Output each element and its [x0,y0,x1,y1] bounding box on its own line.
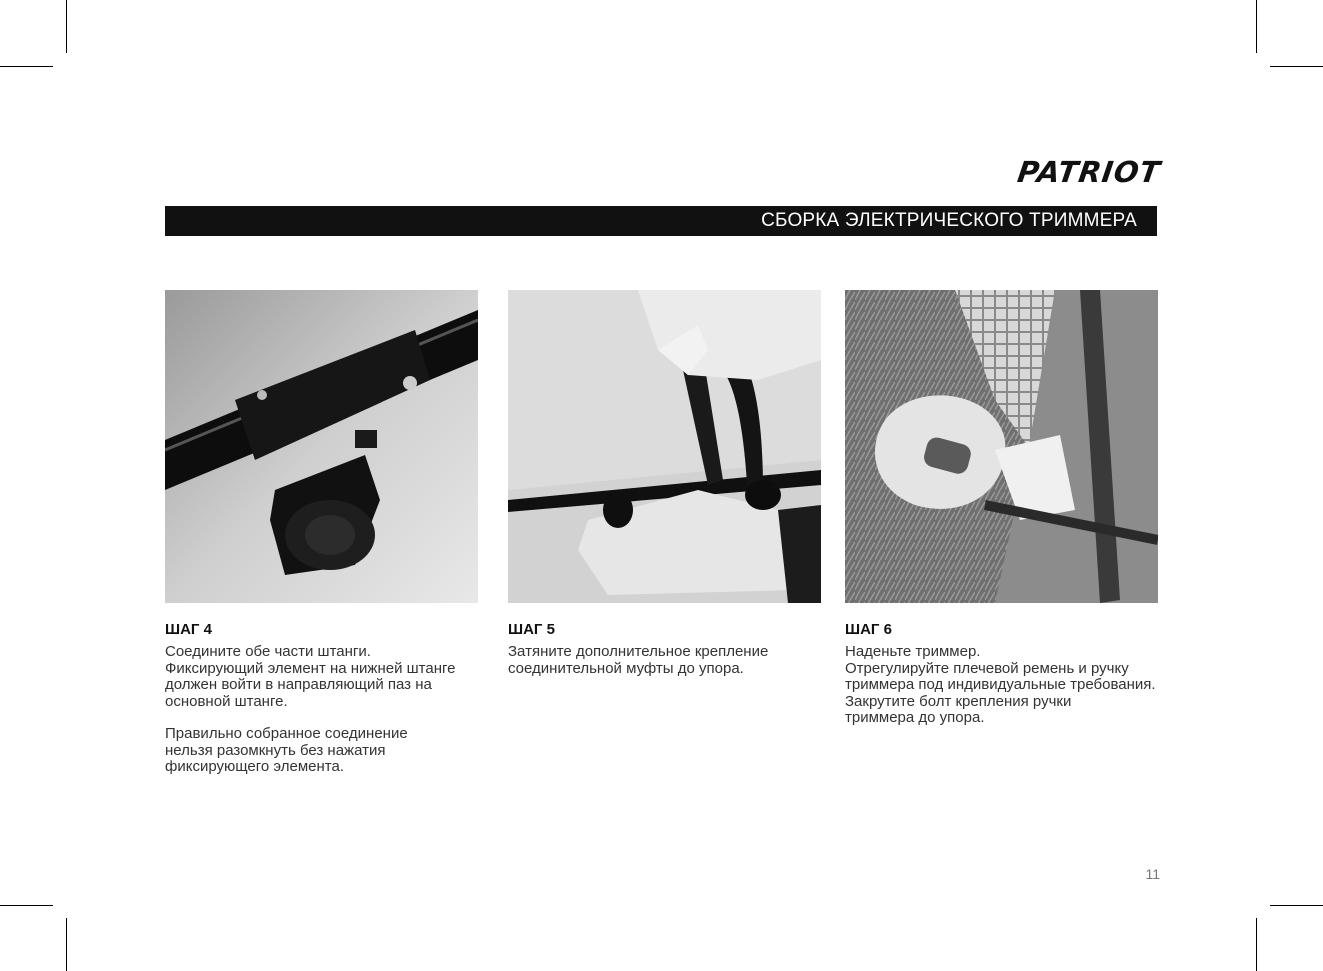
crop-mark [1256,918,1257,971]
step-6-line-2: Отрегулируйте плечевой ремень и ручку триммера под индивидуальные требования. [845,659,1156,693]
step-5-photo [508,290,821,603]
step-6-line-1: Наденьте триммер. [845,643,981,660]
step-4-title: ШАГ 4 [165,621,212,638]
step-6-photo [845,290,1158,603]
crop-mark [66,918,67,971]
step-5-text: Затяните дополнительное крепление соединительной муфты до упора. [508,643,769,677]
page-number: 11 [1145,866,1160,882]
crop-mark [0,66,53,67]
step-5-title: ШАГ 5 [508,621,555,638]
step-4-photo [165,290,478,603]
step-6-line-3: Закрутите болт крепления ручки триммера до упора. [845,692,1072,726]
step-4-note: Правильно собранное соединение нельзя разомкнуть без нажатия фиксирующего элемента. [165,725,408,775]
step-4-text: Соедините обе части штанги. Фиксирующий элемент на нижней штанге должен войти в направляющий паз на основной штанге. [165,643,456,710]
crop-mark [1256,0,1257,53]
crop-mark [66,0,67,53]
step-6 [845,621,1165,727]
step-6-title: ШАГ 6 [845,621,892,638]
crop-mark [1270,66,1323,67]
step-4 [165,621,485,776]
step-5 [508,621,828,677]
crop-mark [0,905,53,906]
brand-logo: PATRIOT [1015,155,1163,189]
crop-mark [1270,905,1323,906]
section-title-banner: СБОРКА ЭЛЕКТРИЧЕСКОГО ТРИММЕРА [165,206,1157,236]
